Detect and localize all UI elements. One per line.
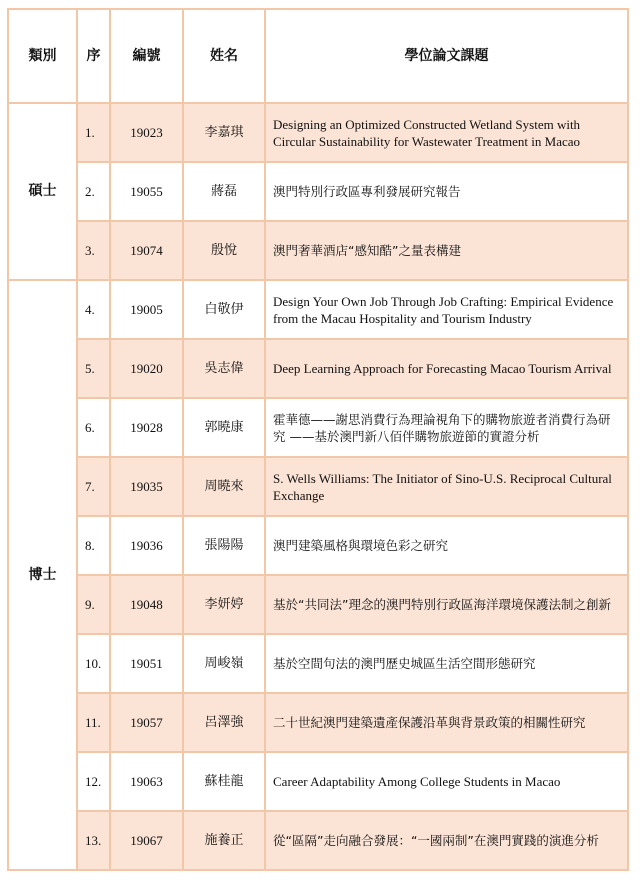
row-name: 施養正 [183,811,265,870]
table-row [8,221,628,280]
row-name: 李妍婷 [183,575,265,634]
category-masters: 碩士 [8,103,77,280]
row-name: 呂澤強 [183,693,265,752]
row-id: 19036 [110,516,183,575]
row-title: 澳門建築風格與環境色彩之研究 [265,516,628,575]
row-id: 19035 [110,457,183,516]
table-row [8,398,628,457]
row-title: S. Wells Williams: The Initiator of Sino-U.S. Reciprocal Cultural Exchange [265,457,628,516]
row-id: 19048 [110,575,183,634]
row-seq: 1. [77,103,110,162]
table-row [8,634,628,693]
header-seq: 序 [77,9,110,103]
table-row [8,811,628,870]
row-seq: 11. [77,693,110,752]
header-row [8,9,628,103]
table-row [8,162,628,221]
row-seq: 6. [77,398,110,457]
row-id: 19023 [110,103,183,162]
row-seq: 2. [77,162,110,221]
row-seq: 7. [77,457,110,516]
table-row [8,752,628,811]
row-title: Design Your Own Job Through Job Crafting: Empirical Evidence from the Macau Hospitality and Tourism Industry [265,280,628,339]
row-seq: 13. [77,811,110,870]
row-id: 19051 [110,634,183,693]
thesis-table [7,8,629,871]
table-row [8,103,628,162]
row-title: 霍華德——謝思消費行為理論視角下的購物旅遊者消費行為研究 ——基於澳門新八佰伴購物旅遊節的實證分析 [265,398,628,457]
row-name: 李嘉琪 [183,103,265,162]
row-seq: 4. [77,280,110,339]
row-seq: 10. [77,634,110,693]
table-row [8,516,628,575]
row-title: 基於空間句法的澳門歷史城區生活空間形態研究 [265,634,628,693]
row-id: 19067 [110,811,183,870]
row-title: 二十世紀澳門建築遺產保護沿革與背景政策的相關性研究 [265,693,628,752]
row-name: 張陽陽 [183,516,265,575]
row-name: 周峻嶺 [183,634,265,693]
table-row [8,693,628,752]
row-title: 澳門奢華酒店“感知酷”之量表構建 [265,221,628,280]
row-name: 郭曉康 [183,398,265,457]
row-id: 19055 [110,162,183,221]
row-name: 蘇桂龍 [183,752,265,811]
row-title: 澳門特別行政區專利發展研究報告 [265,162,628,221]
row-name: 吳志偉 [183,339,265,398]
header-title: 學位論文課題 [265,9,628,103]
row-id: 19057 [110,693,183,752]
table-row [8,280,628,339]
table-row [8,575,628,634]
row-name: 殷悅 [183,221,265,280]
row-name: 蔣磊 [183,162,265,221]
row-seq: 3. [77,221,110,280]
row-name: 白敬伊 [183,280,265,339]
row-seq: 8. [77,516,110,575]
row-title: Designing an Optimized Constructed Wetland System with Circular Sustainability for Wastewater Treatment in Macao [265,103,628,162]
category-doctoral: 博士 [8,280,77,870]
row-seq: 5. [77,339,110,398]
row-title: Career Adaptability Among College Students in Macao [265,752,628,811]
row-name: 周曉來 [183,457,265,516]
row-id: 19020 [110,339,183,398]
row-seq: 12. [77,752,110,811]
row-seq: 9. [77,575,110,634]
row-id: 19074 [110,221,183,280]
row-id: 19063 [110,752,183,811]
row-title: Deep Learning Approach for Forecasting Macao Tourism Arrival [265,339,628,398]
row-title: 從“區隔”走向融合發展：“一國兩制”在澳門實踐的演進分析 [265,811,628,870]
header-category: 類別 [8,9,77,103]
row-id: 19028 [110,398,183,457]
header-id: 編號 [110,9,183,103]
row-title: 基於“共同法”理念的澳門特別行政區海洋環境保護法制之創新 [265,575,628,634]
table-row [8,457,628,516]
table-row [8,339,628,398]
row-id: 19005 [110,280,183,339]
header-name: 姓名 [183,9,265,103]
